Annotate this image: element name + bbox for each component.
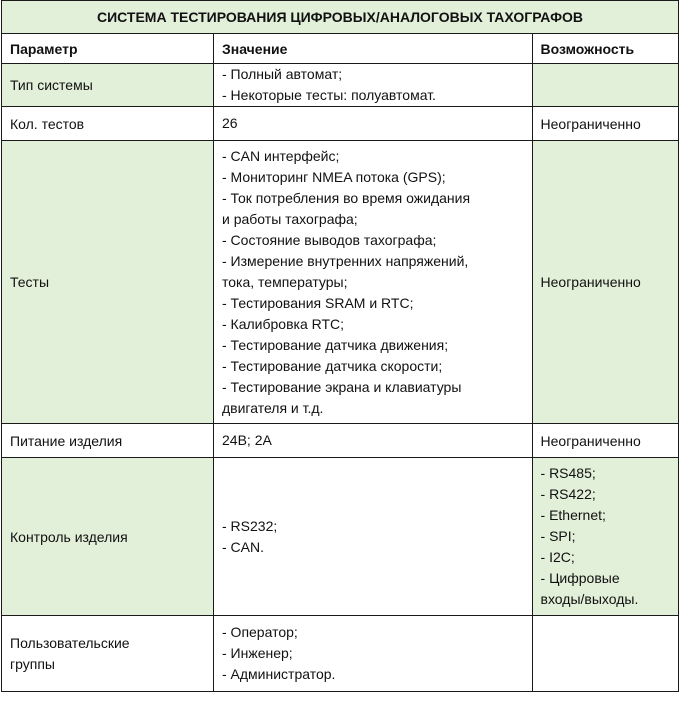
capability-cell xyxy=(532,616,678,692)
table-row xyxy=(2,141,679,424)
capability-line: входы/выходы. xyxy=(540,591,639,607)
param-cell: Тесты xyxy=(2,141,214,424)
header-parameter: Параметр xyxy=(2,34,214,64)
value-line: - Измерение внутренних напряжений, xyxy=(222,252,469,269)
capability-line: - Цифровые xyxy=(540,570,620,586)
value-line: - Оператор; xyxy=(222,624,298,640)
value-line: - Состояние выводов тахографа; xyxy=(222,231,437,248)
capability-cell: Неограниченно xyxy=(532,424,678,458)
table-row xyxy=(2,424,679,458)
capability-cell xyxy=(532,458,678,616)
param-line: группы xyxy=(10,655,55,672)
value-line: - Администратор. xyxy=(222,666,336,682)
value-cell xyxy=(214,424,533,458)
value-line: 26 xyxy=(222,115,238,131)
value-line: - Некоторые тесты: полуавтомат. xyxy=(222,87,436,103)
param-cell: Контроль изделия xyxy=(2,458,214,616)
param-cell: Кол. тестов xyxy=(2,107,214,141)
value-line: 24В; 2А xyxy=(222,432,272,448)
capability-line: - SPI; xyxy=(540,528,576,544)
value-cell xyxy=(214,616,533,692)
capability-cell: Неограниченно xyxy=(532,141,678,424)
value-line: - Инженер; xyxy=(222,645,293,661)
value-line: - Тестирование экрана и клавиатуры xyxy=(222,378,462,395)
capability-line: - RS485; xyxy=(540,465,596,481)
value-line: - CAN. xyxy=(222,538,264,555)
capability-line: - RS422; xyxy=(540,486,596,502)
value-line: - Ток потребления во время ожидания xyxy=(222,189,471,206)
capability-cell xyxy=(532,64,678,107)
table-row xyxy=(2,107,679,141)
value-line: - Калибровка RTC; xyxy=(222,315,345,332)
value-line: двигателя и т.д. xyxy=(222,399,324,416)
capability-line: - I2C; xyxy=(540,549,575,565)
capability-line: - Ethernet; xyxy=(540,507,606,523)
param-cell: Тип системы xyxy=(2,64,214,107)
value-line: - Тестирование датчика скорости; xyxy=(222,357,443,374)
spec-table xyxy=(1,0,679,692)
value-line: - RS232; xyxy=(222,517,278,534)
value-cell xyxy=(214,107,533,141)
value-line: - Тестирование датчика движения; xyxy=(222,336,449,353)
param-cell xyxy=(2,616,214,692)
value-line: - Мониторинг NMEA потока (GPS); xyxy=(222,168,446,185)
table-title: СИСТЕМА ТЕСТИРОВАНИЯ ЦИФРОВЫХ/АНАЛОГОВЫХ ТАХОГРАФОВ xyxy=(2,1,679,34)
param-line: Пользовательские xyxy=(10,634,130,651)
value-line: - Полный автомат; xyxy=(222,66,343,82)
value-cell xyxy=(214,458,533,616)
header-value: Значение xyxy=(214,34,533,64)
table-row xyxy=(2,458,679,616)
value-line: - Тестирования SRAM и RTC; xyxy=(222,294,414,311)
param-cell: Питание изделия xyxy=(2,424,214,458)
value-cell xyxy=(214,141,533,424)
value-line: и работы тахографа; xyxy=(222,210,358,227)
table-row xyxy=(2,64,679,107)
header-capability: Возможность xyxy=(532,34,678,64)
value-cell xyxy=(214,64,533,107)
value-line: - CAN интерфейс; xyxy=(222,147,340,164)
value-line: тока, температуры; xyxy=(222,273,348,290)
capability-cell: Неограниченно xyxy=(532,107,678,141)
table-row xyxy=(2,616,679,692)
